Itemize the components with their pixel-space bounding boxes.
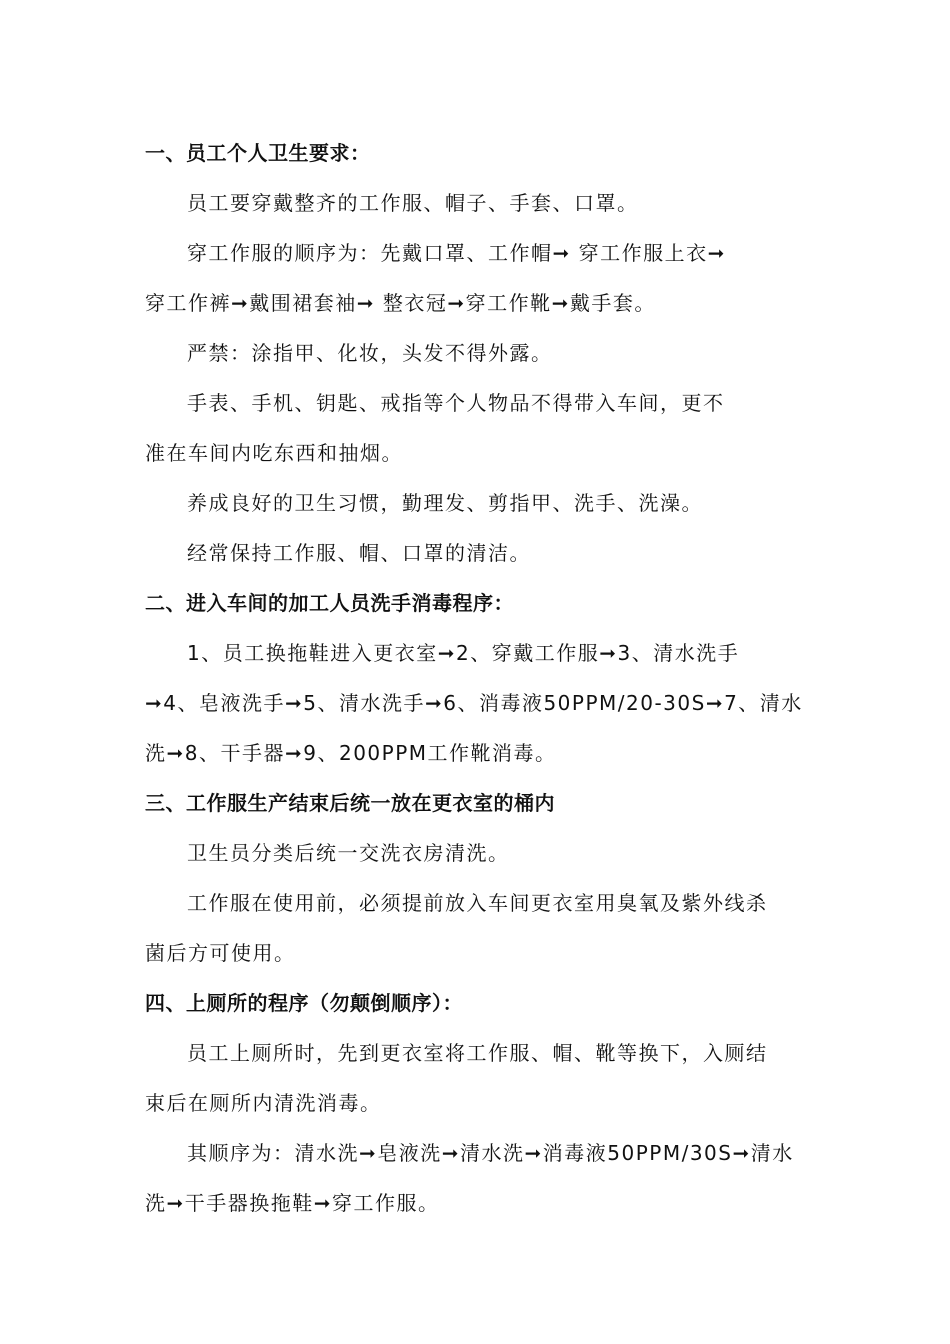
paragraph-line: 员工要穿戴整齐的工作服、帽子、手套、口罩。 xyxy=(187,191,639,215)
paragraph-line: 穿工作裤➞戴围裙套袖➞ 整衣冠➞穿工作靴➞戴手套。 xyxy=(145,291,656,315)
paragraph-line: 1、员工换拖鞋进入更衣室➞2、穿戴工作服➞3、清水洗手 xyxy=(187,641,740,665)
paragraph-line: 其顺序为：清水洗➞皂液洗➞清水洗➞消毒液50PPM/30S➞清水 xyxy=(187,1141,794,1165)
document-body xyxy=(145,128,813,1228)
paragraph-line: 准在车间内吃东西和抽烟。 xyxy=(145,441,403,465)
paragraph-line: 经常保持工作服、帽、口罩的清洁。 xyxy=(187,541,531,565)
paragraph-line: 卫生员分类后统一交洗衣房清洗。 xyxy=(187,841,510,865)
paragraph-line: 手表、手机、钥匙、戒指等个人物品不得带入车间，更不 xyxy=(187,391,725,415)
section-heading-1: 一、员工个人卫生要求： xyxy=(145,141,371,165)
section-heading-3: 三、工作服生产结束后统一放在更衣室的桶内 xyxy=(145,791,555,815)
paragraph-line: 严禁：涂指甲、化妆，头发不得外露。 xyxy=(187,341,553,365)
paragraph-line: ➞4、皂液洗手➞5、清水洗手➞6、消毒液50PPM/20-30S➞7、清水 xyxy=(145,691,803,715)
paragraph-line: 洗➞8、干手器➞9、200PPM工作靴消毒。 xyxy=(145,741,557,765)
paragraph-line: 穿工作服的顺序为：先戴口罩、工作帽➞ 穿工作服上衣➞ xyxy=(187,241,726,265)
paragraph-line: 员工上厕所时，先到更衣室将工作服、帽、靴等换下，入厕结 xyxy=(187,1041,768,1065)
paragraph-line: 束后在厕所内清洗消毒。 xyxy=(145,1091,382,1115)
paragraph-line: 养成良好的卫生习惯，勤理发、剪指甲、洗手、洗澡。 xyxy=(187,491,703,515)
paragraph-line: 洗➞干手器换拖鞋➞穿工作服。 xyxy=(145,1191,440,1215)
section-heading-4: 四、上厕所的程序（勿颠倒顺序）： xyxy=(145,991,463,1015)
paragraph-line: 工作服在使用前，必须提前放入车间更衣室用臭氧及紫外线杀 xyxy=(187,891,768,915)
paragraph-line: 菌后方可使用。 xyxy=(145,941,296,965)
section-heading-2: 二、进入车间的加工人员洗手消毒程序： xyxy=(145,591,514,615)
